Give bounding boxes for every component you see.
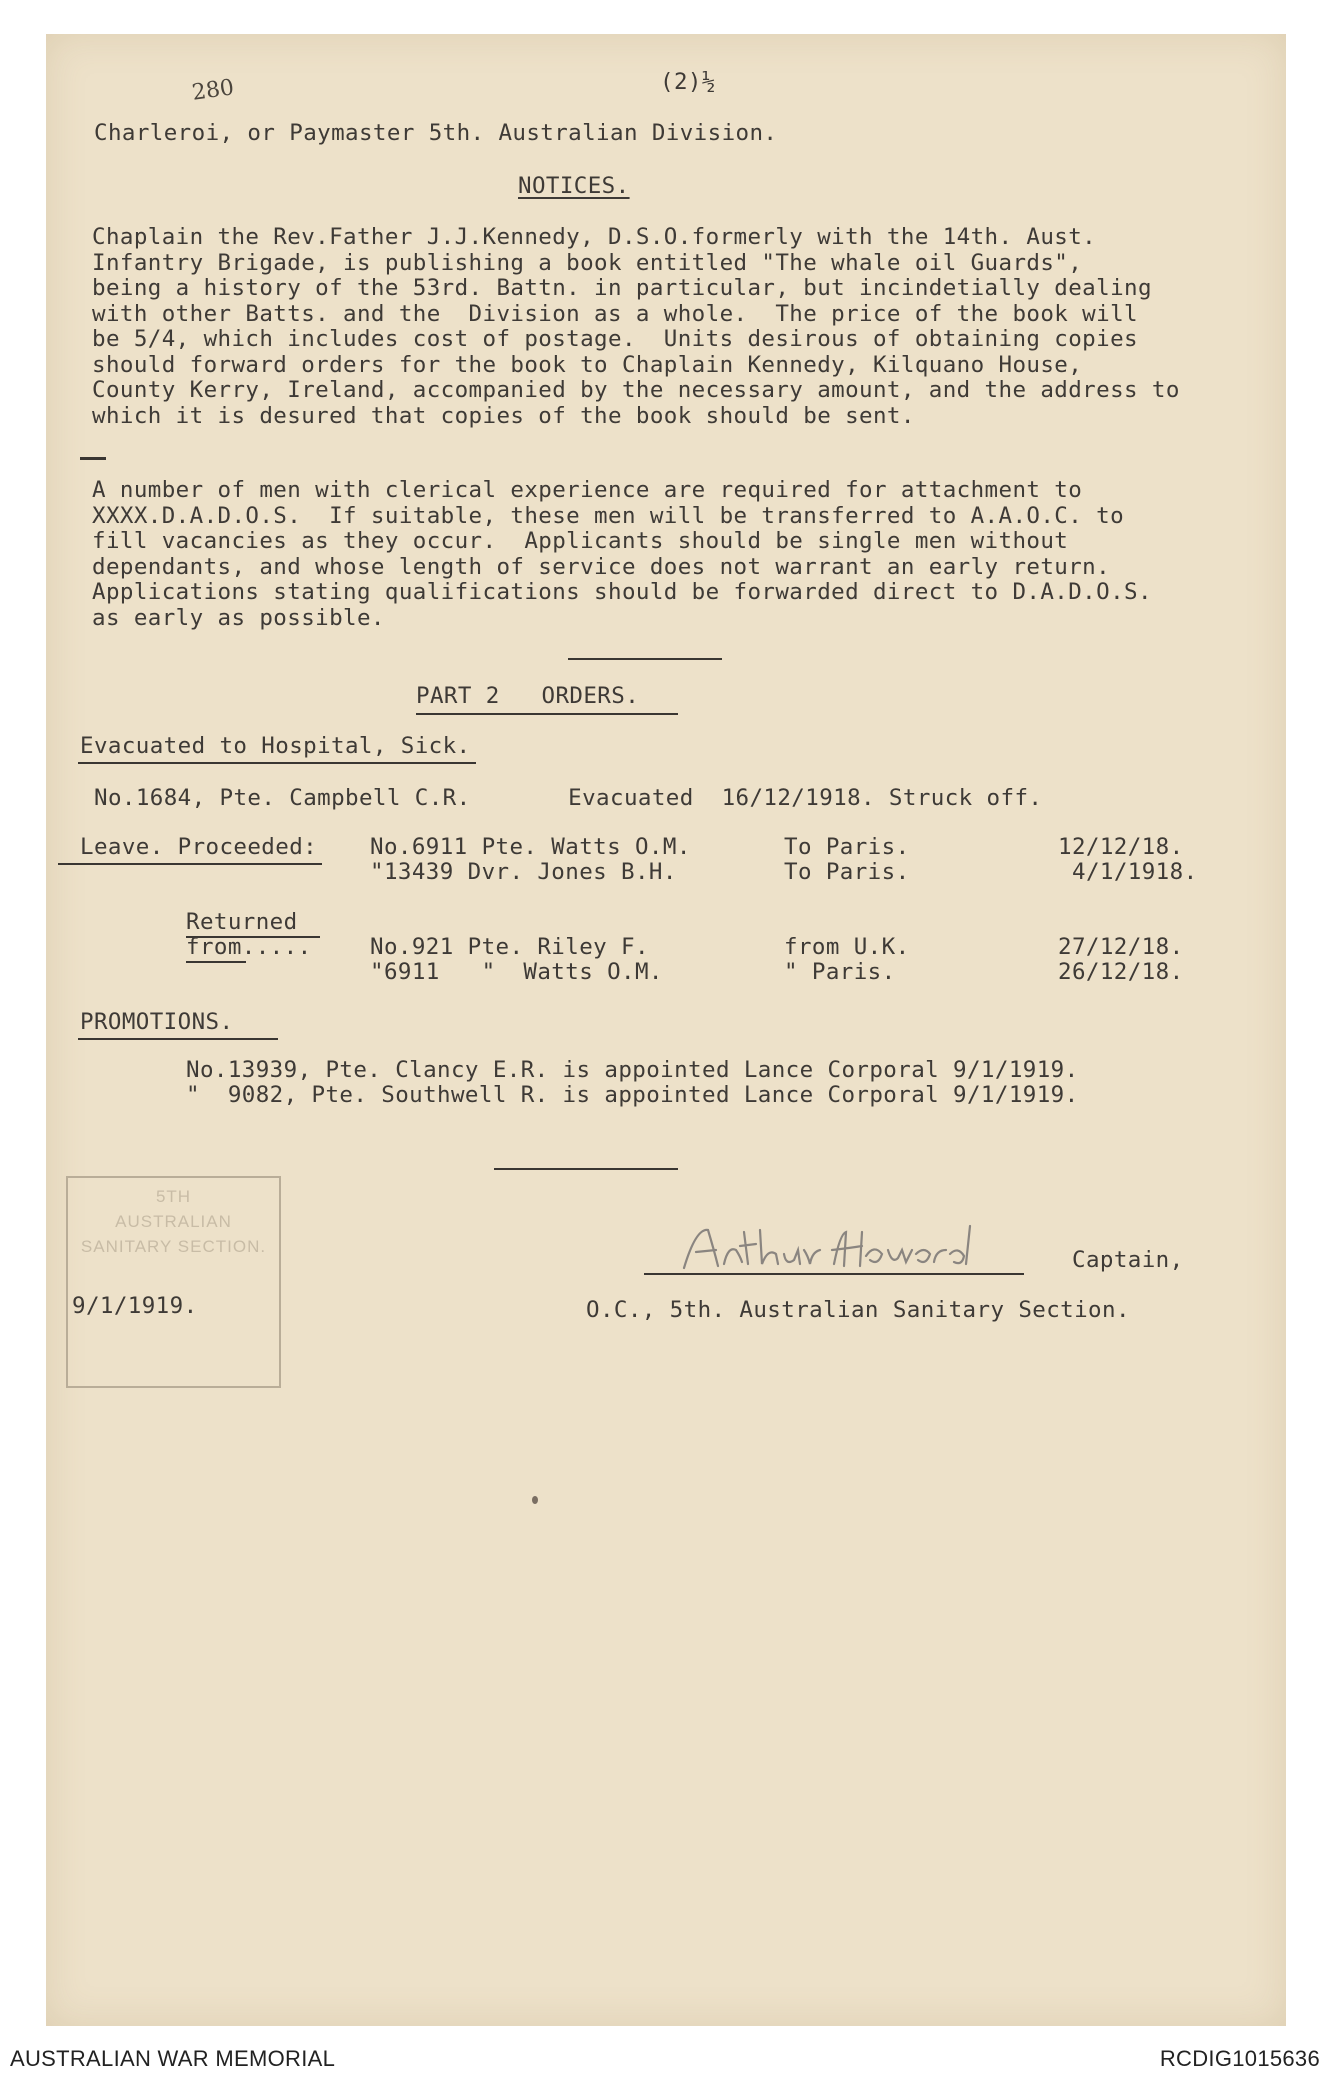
returned-from-label: from.....: [186, 934, 312, 960]
stamp-line: 5TH: [155, 1187, 192, 1206]
notice-line: as early as possible.: [92, 604, 385, 631]
leave-underline: [58, 863, 322, 865]
notice-line: A number of men with clerical experience are required for attachment to: [92, 477, 1083, 503]
notice-clerical: [92, 478, 1152, 631]
returned-row-2-dest: " Paris.: [784, 959, 896, 985]
leave-row-1-dest: To Paris.: [784, 834, 910, 860]
part2-heading: PART 2 ORDERS.: [416, 683, 640, 709]
notice-line: which it is desured that copies of the book should be sent.: [92, 402, 915, 429]
unit-stamp: [66, 1176, 281, 1388]
handwritten-page-number: 280: [190, 75, 236, 106]
promotion-line-1: No.13939, Pte. Clancy E.R. is appointed Lance Corporal 9/1/1919.: [186, 1057, 1079, 1083]
notice-line: with other Batts. and the Division as a whole. The price of the book will: [92, 300, 1138, 327]
returned-row-1-date: 27/12/18.: [1058, 934, 1184, 960]
footer-id: RCDIG1015636: [1159, 2046, 1320, 2071]
signature-unit: O.C., 5th. Australian Sanitary Section.: [586, 1297, 1130, 1323]
leave-row-1-date: 12/12/18.: [1058, 834, 1184, 860]
notice-line: Chaplain the Rev.Father J.J.Kennedy, D.S.O.formerly with the 14th. Aust.: [92, 224, 1097, 250]
leave-label: Leave. Proceeded:: [80, 834, 318, 860]
document-page: [46, 34, 1286, 2026]
from-underline: [186, 961, 246, 963]
notice-line: being a history of the 53rd. Battn. in particular, but incindetially dealing: [92, 275, 1152, 301]
ink-spot: [532, 1496, 538, 1504]
notice-line: XXXX.D.A.D.O.S. If suitable, these men will be transferred to A.A.O.C. to: [92, 502, 1125, 529]
notice-line: dependants, and whose length of service does not warrant an early return.: [92, 553, 1111, 580]
signature: [644, 1220, 1024, 1280]
notice-line: County Kerry, Ireland, accompanied by the necessary amount, and the address to: [92, 377, 1180, 403]
leave-row-2-date: 4/1/1918.: [1072, 859, 1198, 885]
evacuated-underline: [78, 762, 476, 764]
notices-heading: NOTICES.: [518, 173, 630, 199]
stamp-line: AUSTRALIAN: [115, 1212, 232, 1231]
signature-scribble: [644, 1220, 1024, 1280]
date-line: 9/1/1919.: [72, 1293, 198, 1319]
leave-row-2-name: "13439 Dvr. Jones B.H.: [370, 859, 677, 885]
stamp-line: SANITARY SECTION.: [80, 1237, 267, 1256]
returned-label: Returned: [186, 909, 298, 935]
intro-line: Charleroi, or Paymaster 5th. Australian Division.: [94, 120, 778, 146]
signature-title: Captain,: [1072, 1247, 1184, 1273]
promotions-underline: [78, 1038, 278, 1040]
returned-row-2-date: 26/12/18.: [1058, 959, 1184, 985]
notice-line: should forward orders for the book to Chaplain Kennedy, Kilquano House,: [92, 351, 1083, 378]
returned-row-1-name: No.921 Pte. Riley F.: [370, 934, 649, 960]
notice-line: be 5/4, which includes cost of postage. Units desirous of obtaining copies: [92, 326, 1138, 352]
section-divider: [568, 658, 722, 660]
promotion-line-2: " 9082, Pte. Southwell R. is appointed Lance Corporal 9/1/1919.: [186, 1082, 1079, 1108]
notice-line: fill vacancies as they occur. Applicants should be single men without: [92, 528, 1069, 554]
short-divider: [80, 457, 106, 460]
notice-kennedy-book: [92, 225, 1180, 429]
promotions-heading: PROMOTIONS.: [80, 1009, 234, 1035]
notice-line: Applications stating qualifications should be forwarded direct to D.A.D.O.S.: [92, 579, 1152, 605]
leave-row-1-name: No.6911 Pte. Watts O.M.: [370, 834, 691, 860]
evacuated-line: No.1684, Pte. Campbell C.R. Evacuated 16/12/1918. Struck off.: [94, 785, 1043, 811]
closing-divider: [494, 1168, 678, 1170]
leave-row-2-dest: To Paris.: [784, 859, 910, 885]
returned-row-2-name: "6911 " Watts O.M.: [370, 959, 663, 985]
part2-underline: [416, 713, 678, 715]
returned-row-1-dest: from U.K.: [784, 934, 910, 960]
notice-line: Infantry Brigade, is publishing a book entitled "The whale oil Guards",: [92, 249, 1083, 276]
footer-source: AUSTRALIAN WAR MEMORIAL: [10, 2046, 336, 2071]
evacuated-heading: Evacuated to Hospital, Sick.: [80, 733, 471, 759]
page-header: (2)½: [660, 69, 716, 95]
